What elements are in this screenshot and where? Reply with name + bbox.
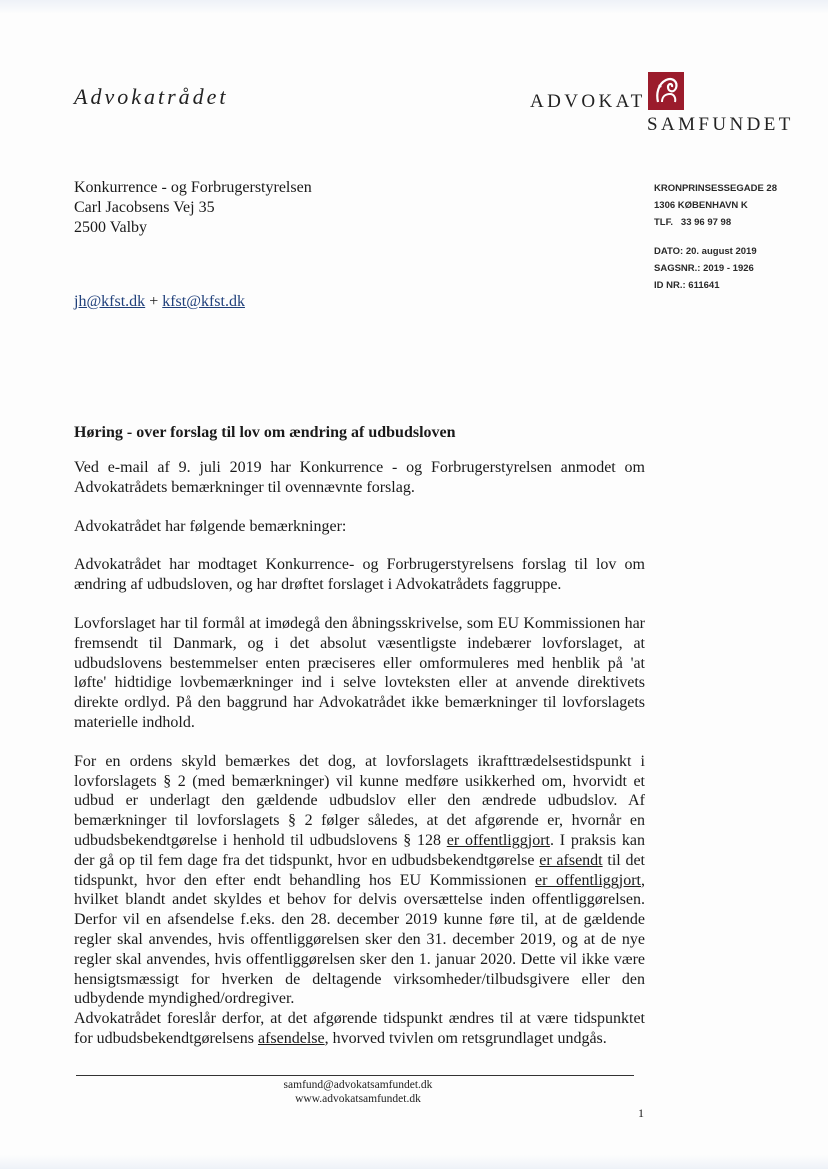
- underlined-afsendt: er afsendt: [539, 851, 603, 869]
- case-number: SAGSNR.: 2019 - 1926: [654, 263, 754, 274]
- email-separator: +: [145, 293, 163, 310]
- email-link-kfst[interactable]: kfst@kfst.dk: [162, 293, 245, 310]
- underlined-offentliggjort-2: er offentliggjort: [535, 871, 641, 889]
- sender-info: [654, 180, 777, 294]
- recipient-street: Carl Jacobsens Vej 35: [74, 199, 215, 216]
- paragraph-4: Lovforslaget har til formål at imødegå den åbningsskrivelse, som EU Kommissionen har fremsendt til Danmark, og i det absolut væsentligste indebærer lovforslaget, at udbudslovens bestemmelser enten præciseres eller omformuleres med henblik på 'at løfte' hidtidige lovbemærkninger ind i selve lovteksten eller at anvende direktivets direkte ordlyd. På den baggrund har Advokatrådet ikke bemærkninger til lovforslagets materielle indhold.: [74, 614, 645, 731]
- recipient-emails: [74, 293, 245, 311]
- paragraph-3: Advokatrådet har modtaget Konkurrence- og Forbrugerstyrelsens forslag til lov om ændring af udbudsloven, og har drøftet forslaget i Advokatrådets faggruppe.: [74, 556, 645, 594]
- footer: [0, 1078, 716, 1106]
- page-number: 1: [638, 1106, 644, 1120]
- footer-website: www.advokatsamfundet.dk: [295, 1093, 421, 1105]
- recipient-name: Konkurrence - og Forbrugerstyrelsen: [74, 179, 312, 196]
- underlined-afsendelse: afsendelse: [257, 1029, 325, 1047]
- recipient-address: [74, 178, 312, 238]
- org-name: Advokatrådet: [74, 84, 229, 109]
- recipient-city: 2500 Valby: [74, 219, 148, 236]
- underlined-offentliggjort: er offentliggjort: [446, 831, 550, 849]
- paragraph-1: Ved e-mail af 9. juli 2019 har Konkurrence - og Forbrugerstyrelsen anmodet om Advokatrådets bemærkninger til ovennævnte forslag.: [74, 459, 645, 496]
- scan-edge-top: [0, 0, 828, 14]
- paragraph-6: Advokatrådet foreslår derfor, at det afgørende tidspunkt ændres til at være tidspunktet for udbudsbekendtgørelsens afsendelse, hvorved tvivlen om retsgrundlaget undgås.: [74, 1010, 645, 1047]
- sender-street: KRONPRINSESSEGADE 28: [654, 183, 778, 194]
- scan-edge-bottom: [0, 1155, 828, 1169]
- paragraph-5: For en ordens skyld bemærkes det dog, at lovforslagets ikrafttrædelsestidspunkt i lovforslagets § 2 (med bemærkninger) vil kunne medføre usikkerhed om, hvorvidt et udbud er underlagt den gældende udbudslov eller den ændrede udbudslov. Af bemærkninger til lovforslagets § 2 følger således, at det afgørende er, hvornår en udbudsbekendtgørelse i henhold til udbudslovens § 128 er offentliggjort. I praksis kan der gå op til fem dage fra det tidspunkt, hvor en udbudsbekendtgørelse er afsendt til det tidspunkt, hvor den efter endt behandling hos EU Kommissionen er offentliggjort, hvilket blandt andet skyldes et behov for delvis oversættelse inden offentliggørelsen. Derfor vil en afsendelse f.eks. den 28. december 2019 kunne føre til, at de gældende regler skal anvendes, hvis offentliggørelsen sker den 31. december 2019, og at de nye regler skal anvendes, hvis offentliggørelsen sker den 1. januar 2020. Dette vil ikke være hensigtsmæssigt for hverken de deltagende virksomheder/tilbudsgivere eller den udbydende myndighed/ordregiver.: [74, 752, 646, 1008]
- logo-text-samfundet: SAMFUNDET: [647, 114, 794, 135]
- footer-email: samfund@advokatsamfundet.dk: [283, 1079, 433, 1091]
- email-link-jh[interactable]: jh@kfst.dk: [74, 293, 146, 310]
- sender-city: 1306 KØBENHAVN K: [654, 200, 748, 211]
- letter-body: [74, 458, 645, 1049]
- letter-date: DATO: 20. august 2019: [654, 246, 757, 257]
- paragraph-2: Advokatrådet har følgende bemærkninger:: [74, 517, 347, 535]
- id-number: ID NR.: 611641: [654, 280, 720, 291]
- letter-subject: Høring - over forslag til lov om ændring af udbudsloven: [74, 424, 456, 441]
- footer-divider: [76, 1075, 634, 1076]
- logo-text-advokat: ADVOKAT: [530, 91, 646, 112]
- advokatsamfundet-logo-icon: [648, 72, 684, 110]
- sender-phone: TLF. 33 96 97 98: [654, 217, 732, 228]
